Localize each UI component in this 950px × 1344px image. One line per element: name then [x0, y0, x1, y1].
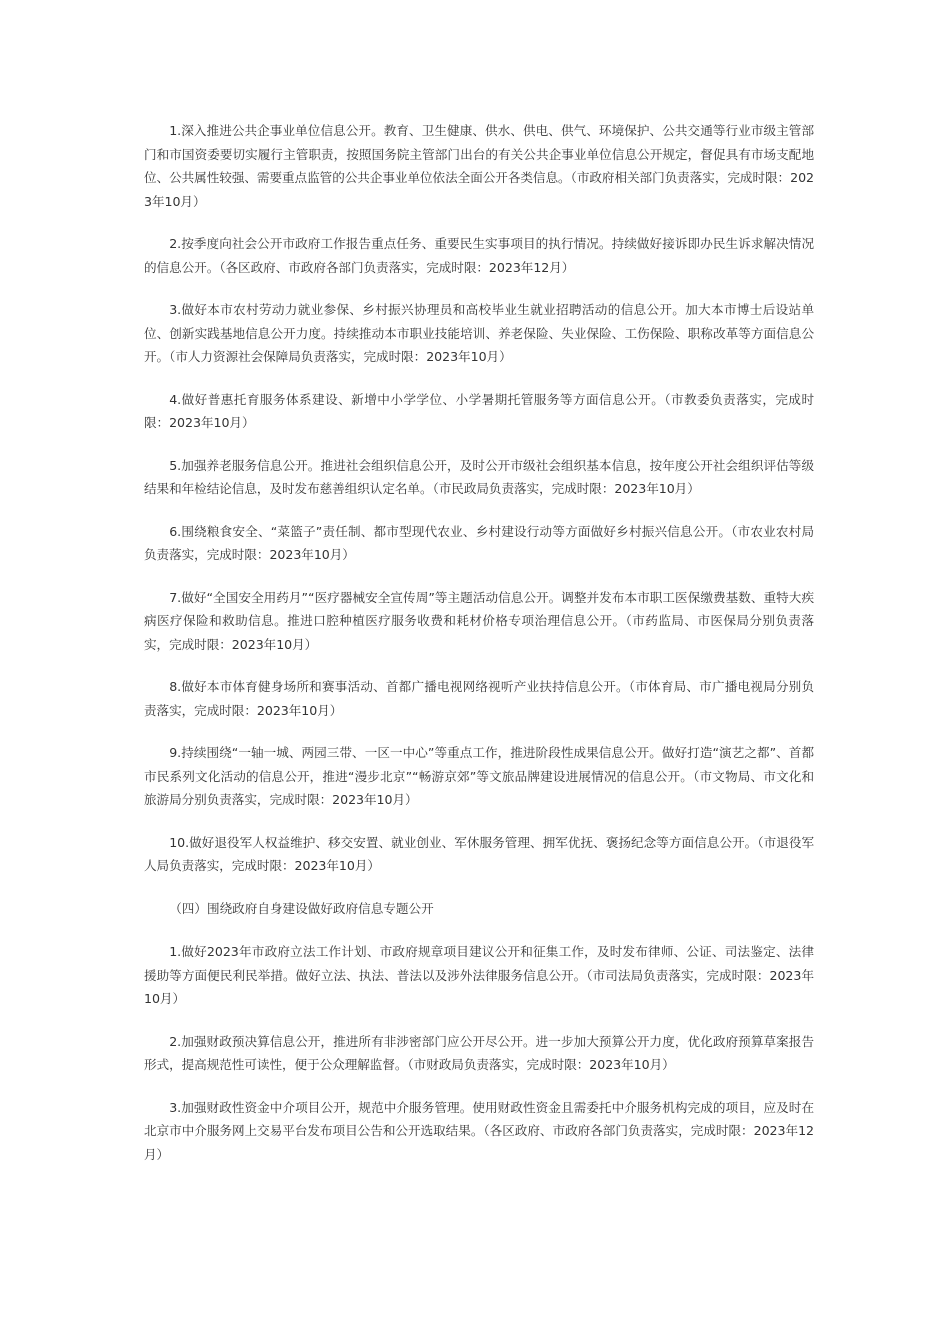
paragraph: 3.做好本市农村劳动力就业参保、乡村振兴协理员和高校毕业生就业招聘活动的信息公开。加大本市博士后设站单位、创新实践基地信息公开力度。持续推动本市职业技能培训、养老保险、失业保险、工伤保险、职称改革等方面信息公开。（市人力资源社会保障局负责落实，完成时限：2023年10月）	[144, 302, 814, 364]
document-body	[144, 119, 814, 1185]
paragraph: 8.做好本市体育健身场所和赛事活动、首都广播电视网络视听产业扶持信息公开。（市体育局、市广播电视局分别负责落实，完成时限：2023年10月）	[144, 679, 814, 718]
paragraph: 2.按季度向社会公开市政府工作报告重点任务、重要民生实事项目的执行情况。持续做好接诉即办民生诉求解决情况的信息公开。（各区政府、市政府各部门负责落实，完成时限：2023年12月）	[144, 236, 814, 275]
paragraph: 1.做好2023年市政府立法工作计划、市政府规章项目建议公开和征集工作，及时发布律师、公证、司法鉴定、法律援助等方面便民利民举措。做好立法、执法、普法以及涉外法律服务信息公开。（市司法局负责落实，完成时限：2023年10月）	[144, 944, 814, 1006]
paragraph: 2.加强财政预决算信息公开，推进所有非涉密部门应公开尽公开。进一步加大预算公开力度，优化政府预算草案报告形式，提高规范性可读性，便于公众理解监督。（市财政局负责落实，完成时限：2023年10月）	[144, 1033, 814, 1072]
paragraph: 5.加强养老服务信息公开。推进社会组织信息公开，及时公开市级社会组织基本信息，按年度公开社会组织评估等级结果和年检结论信息，及时发布慈善组织认定名单。（市民政局负责落实，完成时限：2023年10月）	[144, 457, 814, 496]
paragraph: 7.做好“全国安全用药月”“医疗器械安全宣传周”等主题活动信息公开。调整并发布本市职工医保缴费基数、重特大疾病医疗保险和救助信息。推进口腔种植医疗服务收费和耗材价格专项治理信息公开。（市药监局、市医保局分别负责落实，完成时限：2023年10月）	[144, 589, 814, 652]
paragraph: 3.加强财政性资金中介项目公开，规范中介服务管理。使用财政性资金且需委托中介服务机构完成的项目，应及时在北京市中介服务网上交易平台发布项目公告和公开选取结果。（各区政府、市政府各部门负责落实，完成时限：2023年12月）	[144, 1099, 814, 1162]
paragraph: 10.做好退役军人权益维护、移交安置、就业创业、军休服务管理、拥军优抚、褒扬纪念等方面信息公开。（市退役军人局负责落实，完成时限：2023年10月）	[144, 834, 814, 873]
paragraph: 6.围绕粮食安全、“菜篮子”责任制、都市型现代农业、乡村建设行动等方面做好乡村振兴信息公开。（市农业农村局负责落实，完成时限：2023年10月）	[144, 523, 814, 562]
paragraph: 4.做好普惠托育服务体系建设、新增中小学学位、小学暑期托管服务等方面信息公开。（市教委负责落实，完成时限：2023年10月）	[144, 391, 814, 430]
paragraph: 9.持续围绕“一轴一城、两园三带、一区一中心”等重点工作，推进阶段性成果信息公开。做好打造“演艺之都”、首都市民系列文化活动的信息公开，推进“漫步北京”“畅游京郊”等文旅品牌建设进展情况的信息公开。（市文物局、市文化和旅游局分别负责落实，完成时限：2023年10月）	[144, 745, 814, 807]
paragraph: 1.深入推进公共企事业单位信息公开。教育、卫生健康、供水、供电、供气、环境保护、公共交通等行业市级主管部门和市国资委要切实履行主管职责，按照国务院主管部门出台的有关公共企事业单位信息公开规定，督促具有市场支配地位、公共属性较强、需要重点监管的公共企事业单位依法全面公开各类信息。（市政府相关部门负责落实，完成时限：2023年10月）	[144, 123, 814, 209]
section-heading: （四）围绕政府自身建设做好政府信息专题公开	[169, 900, 434, 916]
